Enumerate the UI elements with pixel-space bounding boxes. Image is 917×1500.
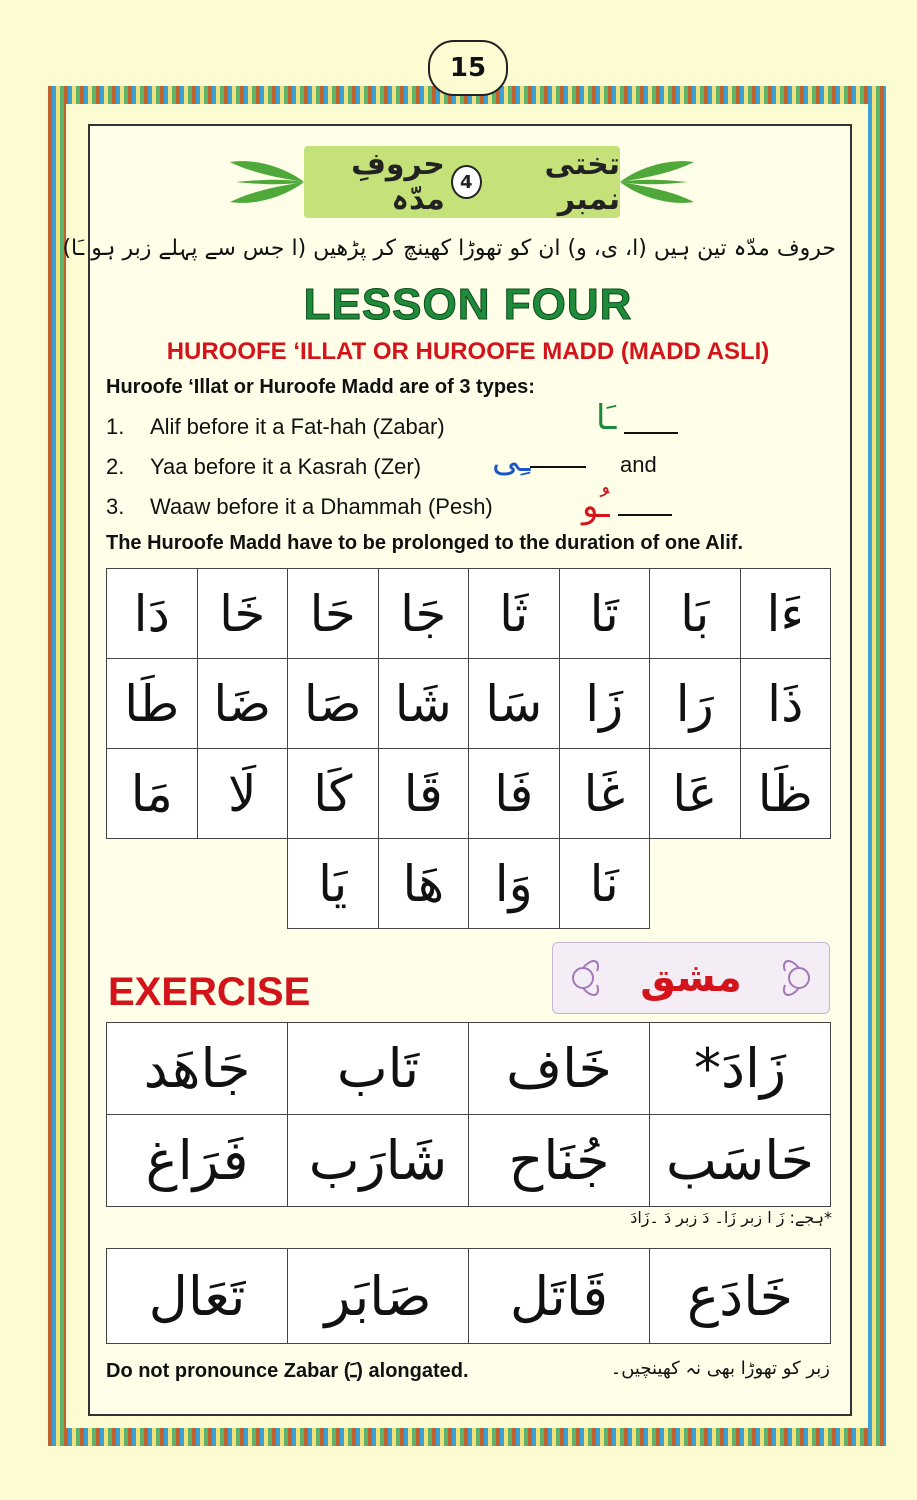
exercise-word-cell: حَاسَب: [649, 1114, 831, 1207]
type-item-2: [106, 454, 421, 480]
exercise-word-cell: شَارَب: [287, 1114, 469, 1207]
lesson-title: LESSON FOUR: [303, 280, 633, 329]
right-scroll-ornament: [779, 951, 819, 1005]
type-number: 1.: [106, 414, 125, 439]
type-text: Waaw before it a Dhammah (Pesh): [150, 494, 493, 519]
letter-cell: غَا: [559, 748, 651, 839]
letter-cell: حَا: [287, 568, 379, 659]
madd-yaa: ـِی: [492, 440, 531, 480]
letter-cell: نَا: [559, 838, 651, 929]
letter-cell: مَا: [106, 748, 198, 839]
letter-cell: عَا: [649, 748, 741, 839]
exercise-title: EXERCISE: [108, 970, 311, 1014]
lesson-banner: [226, 140, 698, 226]
letter-cell: وَا: [468, 838, 560, 929]
madd-waaw: ـُو: [582, 486, 610, 526]
letter-cell: خَا: [197, 568, 289, 659]
type-item-1: [106, 414, 445, 440]
exercise-word-cell: خَادَع: [649, 1248, 831, 1344]
type-item-3: [106, 494, 493, 520]
letter-cell: ذَا: [740, 658, 832, 749]
type-text: Yaa before it a Kasrah (Zer): [150, 454, 422, 479]
letter-cell: سَا: [468, 658, 560, 749]
type-text: Alif before it a Fat-hah (Zabar): [150, 414, 445, 439]
letter-cell: کَا: [287, 748, 379, 839]
urdu-intro: حروف مدّہ تین ہیں (ا، ی، و) ان کو تھوڑا کھینچ کر پڑھیں (ا جس سے پہلے زبر ہو ـَا): [62, 236, 836, 261]
and-word: and: [620, 452, 657, 477]
banner-number: 4: [451, 165, 482, 199]
letter-cell: تَا: [559, 568, 651, 659]
exercise-word-cell: فَرَاغ: [106, 1114, 288, 1207]
letter-cell: شَا: [378, 658, 470, 749]
exercise-word-cell: تَعَال: [106, 1248, 288, 1344]
exercise-word-cell: خَاف: [468, 1022, 650, 1115]
letter-cell: فَا: [468, 748, 560, 839]
letter-cell: رَا: [649, 658, 741, 749]
madd-line: [618, 514, 672, 516]
banner-title: [304, 146, 620, 218]
exercise-word-cell: قَاتَل: [468, 1248, 650, 1344]
letter-cell: یَا: [287, 838, 379, 929]
lesson-subtitle: HUROOFE ‘ILLAT OR HUROOFE MADD (MADD ASLI): [166, 338, 770, 365]
letter-cell: ءَا: [740, 568, 832, 659]
letter-cell: زَا: [559, 658, 651, 749]
letter-cell: ضَا: [197, 658, 289, 749]
left-leaf-ornament: [226, 148, 306, 216]
exercise-word-cell: جُنَاح: [468, 1114, 650, 1207]
left-scroll-ornament: [563, 951, 603, 1005]
prolong-note: The Huroofe Madd have to be prolonged to the duration of one Alif.: [106, 532, 744, 554]
letter-cell: ھَا: [378, 838, 470, 929]
letter-cell: قَا: [378, 748, 470, 839]
letter-cell: ثَا: [468, 568, 560, 659]
spelling-note: *ہجے: زَ ا زبر زَا۔ دَ زبر دَ ۔زَادَ: [630, 1208, 832, 1227]
letter-cell: لَا: [197, 748, 289, 839]
right-leaf-ornament: [618, 148, 698, 216]
mashq-text: مشق: [640, 955, 742, 1001]
type-number: 2.: [106, 454, 125, 479]
madd-line: [624, 432, 678, 434]
exercise-word-cell: زَادَ*: [649, 1022, 831, 1115]
exercise-word-cell: تَاب: [287, 1022, 469, 1115]
exercise-word-cell: جَاھَد: [106, 1022, 288, 1115]
page-number: 15: [428, 40, 508, 96]
mashq-label: [552, 942, 830, 1014]
type-number: 3.: [106, 494, 125, 519]
letter-cell: جَا: [378, 568, 470, 659]
letter-cell: ظَا: [740, 748, 832, 839]
bottom-note-urdu: زبر کو تھوڑا بھی نہ کھینچیں۔: [610, 1358, 830, 1379]
intro-line: Huroofe ‘Illat or Huroofe Madd are of 3 types:: [106, 376, 535, 398]
letter-cell: صَا: [287, 658, 379, 749]
letter-cell: بَا: [649, 568, 741, 659]
madd-alif: ـَا: [596, 398, 617, 438]
exercise-word-cell: صَابَر: [287, 1248, 469, 1344]
bottom-note-english: Do not pronounce Zabar (ـَ) alongated.: [106, 1360, 469, 1382]
letter-cell: دَا: [106, 568, 198, 659]
banner-title-right: حروفِ مدّہ: [351, 147, 445, 217]
madd-line: [530, 466, 586, 468]
banner-title-left: تختی نمبر: [544, 147, 620, 217]
letter-cell: طَا: [106, 658, 198, 749]
